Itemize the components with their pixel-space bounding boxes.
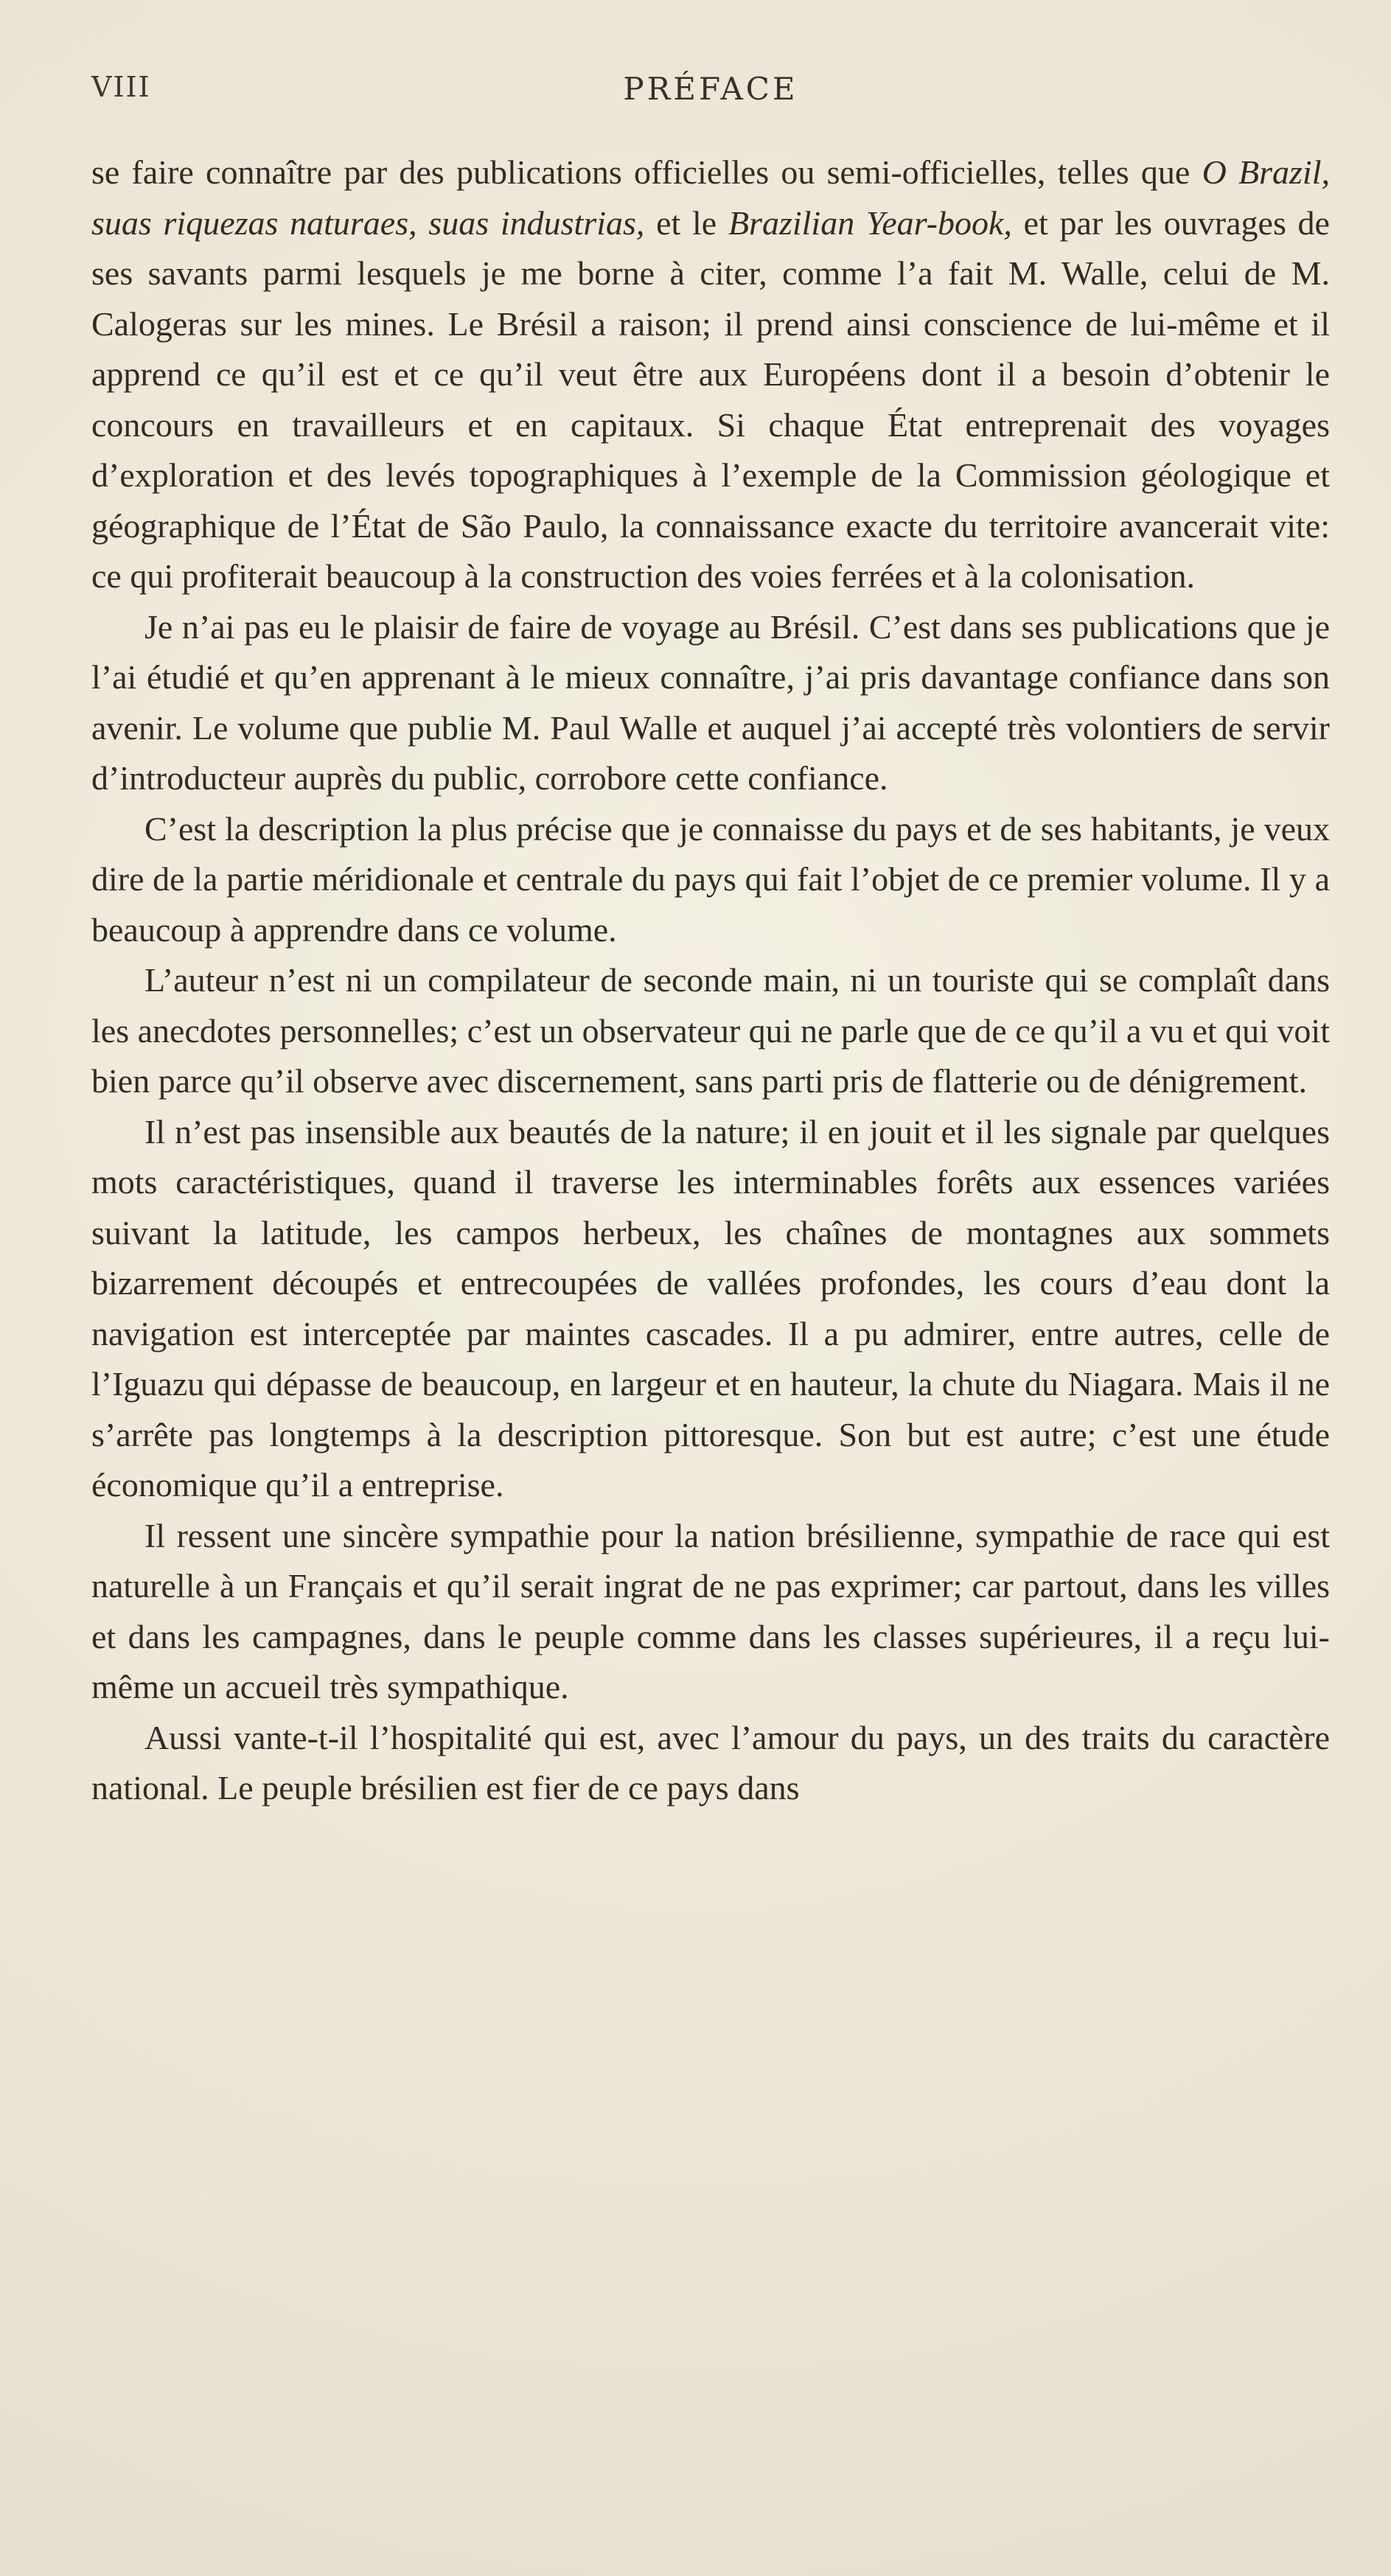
paragraph: [91, 602, 1330, 804]
paragraph-text: Il n’est pas insensible aux beautés de la nature; il en jouit et il les signale par quelques mots caractéristiques, quand il traverse les interminables forêts aux essences variées suivant la latitude, les campos herbeux, les chaînes de montagnes aux sommets bizarrement découpés et entrecoupées de vallées profondes, les cours d’eau dont la navigation est interceptée par maintes cascades. Il a pu admirer, entre autres, celle de l’Iguazu qui dépasse de beaucoup, en largeur et en hauteur, la chute du Niagara. Mais il ne s’arrête pas longtemps à la description pittoresque. Son but est autre; c’est une étude économique qu’il a entreprise.: [91, 1112, 1330, 1504]
italic-title: O Brazil, suas riquezas naturaes, suas industrias,: [91, 153, 1330, 242]
paragraph: [91, 1107, 1330, 1511]
paragraph-text: Aussi vante-t-il l’hospitalité qui est, avec l’amour du pays, un des traits du caractère national. Le peuple brésilien est fier de ce pays dans: [91, 1718, 1330, 1807]
body-text: [91, 147, 1330, 1814]
paragraph-text: et par les ouvrages de ses savants parmi lesquels je me borne à citer, comme l’a fait M. Walle, celui de M. Calogeras sur les mines. Le Brésil a raison; il prend ainsi conscience de lui-même et il apprend ce qu’il est et ce qu’il veut être aux Européens dont il a besoin d’obtenir le concours en travailleurs et en capitaux. Si chaque État entreprenait des voyages d’exploration et des levés topographiques à l’exemple de la Commission géologique et géographique de l’État de São Paulo, la connaissance exacte du territoire avancerait vite: ce qui profiterait beaucoup à la construction des voies ferrées et à la colonisation.: [91, 203, 1330, 595]
paragraph-text: Je n’ai pas eu le plaisir de faire de voyage au Brésil. C’est dans ses publications que je l’ai étudié et qu’en apprenant à le mieux connaître, j’ai pris davantage confiance dans son avenir. Le volume que publie M. Paul Walle et auquel j’ai accepté très volontiers de servir d’introducteur auprès du public, corrobore cette confiance.: [91, 607, 1330, 797]
running-title: PRÉFACE: [623, 71, 798, 107]
italic-title: Brazilian Year-book,: [728, 203, 1012, 242]
page-header: [91, 71, 1330, 115]
paragraph-text: L’auteur n’est ni un compilateur de seconde main, ni un touriste qui se complaît dans les anecdotes personnelles; c’est un observateur qui ne parle que de ce qu’il a vu et qui voit bien parce qu’il observe avec discernement, sans parti pris de flatterie ou de dénigrement.: [91, 961, 1330, 1100]
page-number: VIII: [91, 71, 151, 103]
paragraph: [91, 804, 1330, 956]
paragraph: [91, 955, 1330, 1107]
paragraph: [91, 1713, 1330, 1814]
paragraph: [91, 1511, 1330, 1713]
paragraph-text: C’est la description la plus précise que je connaisse du pays et de ses habitants, je veux dire de la partie méridionale et centrale du pays qui fait l’objet de ce premier volume. Il y a beaucoup à apprendre dans ce volume.: [91, 809, 1330, 949]
paragraph-text: et le: [644, 203, 728, 242]
paragraph: [91, 147, 1330, 602]
paragraph-text: Il ressent une sincère sympathie pour la nation brésilienne, sympathie de race qui est naturelle à un Français et qu’il serait ingrat de ne pas exprimer; car partout, dans les villes et dans les campagnes, dans le peuple comme dans les classes supérieures, il a reçu lui-même un accueil très sympathique.: [91, 1516, 1330, 1706]
paragraph-text: se faire connaître par des publications officielles ou semi-officielles, telles que: [91, 153, 1202, 191]
